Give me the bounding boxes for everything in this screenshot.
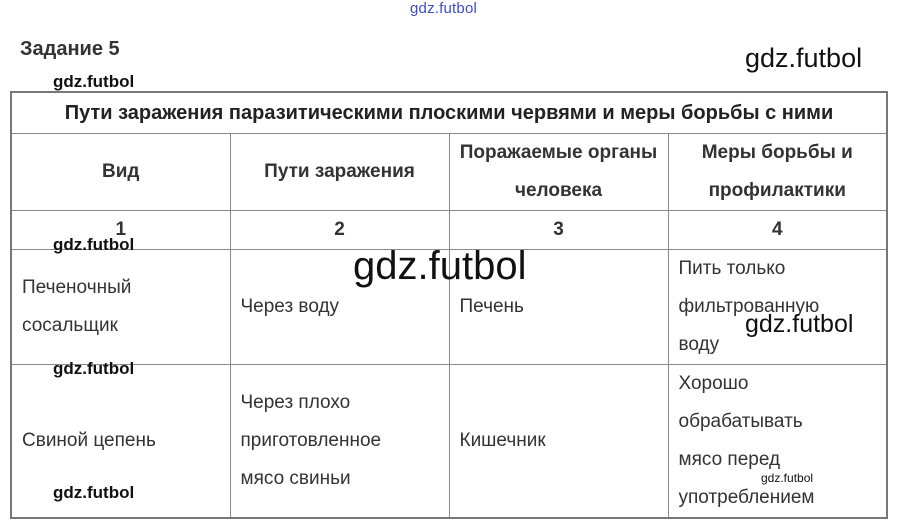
watermark-tiny: gdz.futbol <box>761 471 814 485</box>
watermark-under-title: gdz.futbol <box>53 72 135 91</box>
header-infection-paths: Пути заражения <box>230 134 449 211</box>
table-row <box>11 365 887 519</box>
cell-text: Пить только фильтрованную воду <box>678 258 820 355</box>
cell-text: Хорошо обрабатывать мясо перед употреблением <box>678 373 815 508</box>
table-cell <box>230 365 449 519</box>
table-cell <box>668 250 887 365</box>
cell-text: Через плохо приготовленное мясо свиньи <box>240 392 382 489</box>
watermark-center: gdz.futbol <box>353 244 527 288</box>
watermark-right-row1: gdz.futbol <box>745 310 854 338</box>
column-number: 3 <box>449 211 668 250</box>
column-number: 1 <box>11 211 230 250</box>
watermark-top: gdz.futbol <box>410 0 478 17</box>
cell-text: Через воду <box>240 296 340 317</box>
cell-text: Печень <box>459 296 524 317</box>
task-title: Задание 5 <box>20 38 120 60</box>
table-header-row <box>11 134 887 211</box>
column-number: 2 <box>230 211 449 250</box>
watermark-left-row1: gdz.futbol <box>53 235 135 254</box>
watermark-left-row2b: gdz.futbol <box>53 483 135 502</box>
table-caption: Пути заражения паразитическими плоскими червями и меры борьбы с ними <box>11 92 887 134</box>
header-affected-organs: Поражаемые органы человека <box>449 134 668 211</box>
column-number: 4 <box>668 211 887 250</box>
cell-text: Свиной цепень <box>22 430 156 451</box>
table-caption-row <box>11 92 887 134</box>
parasite-table <box>10 91 888 519</box>
watermark-left-row2a: gdz.futbol <box>53 359 135 378</box>
header-prevention: Меры борьбы и профилактики <box>668 134 887 211</box>
table-cell <box>668 365 887 519</box>
cell-text: Кишечник <box>459 430 546 451</box>
header-species: Вид <box>11 134 230 211</box>
watermark-right-large: gdz.futbol <box>745 43 863 73</box>
table-cell <box>449 365 668 519</box>
cell-text: Печеночный сосальщик <box>22 277 132 336</box>
table-cell <box>11 250 230 365</box>
